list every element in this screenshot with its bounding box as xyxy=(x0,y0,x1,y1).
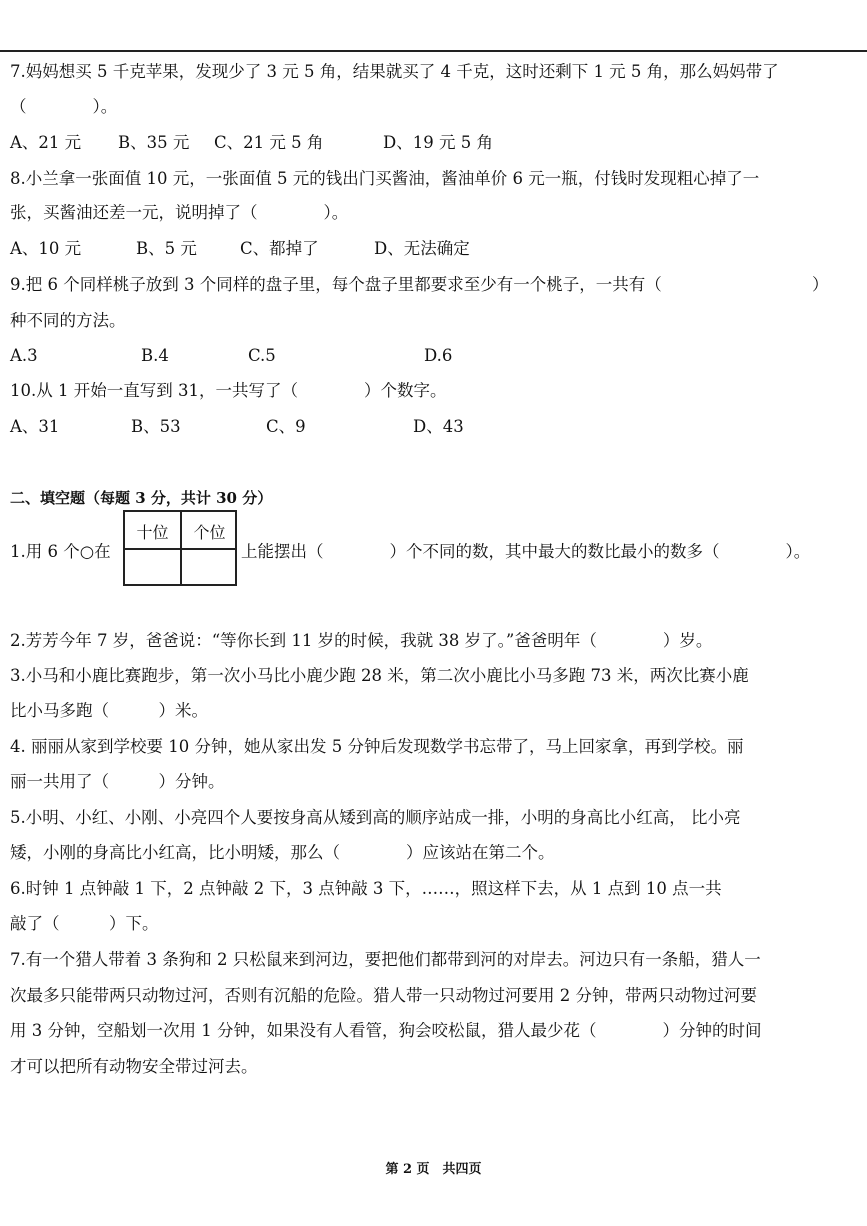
choice-q7-option-b: B、35 元 xyxy=(118,133,190,152)
choice-q7-option-a: A、21 元 xyxy=(10,133,82,152)
fill-q6-text-line1: 6.时钟 1 点钟敲 1 下，2 点钟敲 2 下，3 点钟敲 3 下，……，照这样下去，从 1 点到 10 点一共 xyxy=(10,879,722,898)
fill-q6-text-line2: 敲了（ ）下。 xyxy=(10,914,159,933)
choice-q9-close-paren: ） xyxy=(812,275,829,294)
choice-q8-text-line1: 8.小兰拿一张面值 10 元，一张面值 5 元的钱出门买酱油，酱油单价 6 元一瓶，付钱时发现粗心掉了一 xyxy=(10,169,760,188)
choice-q9-text-line2: 种不同的方法。 xyxy=(10,311,126,330)
choice-q10-text: 10.从 1 开始一直写到 31，一共写了（ ）个数字。 xyxy=(10,381,447,400)
choice-q9-option-b: B.4 xyxy=(141,346,169,365)
table-header-tens: 十位 xyxy=(136,523,169,542)
fill-q7-text-line4: 才可以把所有动物安全带过河去。 xyxy=(10,1057,258,1076)
fill-q7-text-line1: 7.有一个猎人带着 3 条狗和 2 只松鼠来到河边，要把他们都带到河的对岸去。河边只有一条船，猎人一 xyxy=(10,950,761,969)
fill-q3-text-line2: 比小马多跑（ ）米。 xyxy=(10,701,208,720)
fill-q7-text-line3: 用 3 分钟，空船划一次用 1 分钟，如果没有人看管，狗会咬松鼠，猎人最少花（ ）分钟的时间 xyxy=(10,1021,762,1040)
top-border-line xyxy=(0,50,867,52)
fill-q7-text-line2: 次最多只能带两只动物过河，否则有沉船的危险。猎人带一只动物过河要用 2 分钟，带两只动物过河要 xyxy=(10,986,757,1005)
fill-q4-text-line1: 4. 丽丽从家到学校要 10 分钟，她从家出发 5 分钟后发现数学书忘带了，马上回家拿，再到学校。丽 xyxy=(10,737,744,756)
choice-q9-text-line1: 9.把 6 个同样桃子放到 3 个同样的盘子里，每个盘子里都要求至少有一个桃子，一共有（ xyxy=(10,275,662,294)
fill-q1-text-before: 1.用 6 个○在 xyxy=(10,542,111,561)
choice-q10-option-b: B、53 xyxy=(131,417,181,436)
fill-q2-text: 2.芳芳今年 7 岁，爸爸说：“等你长到 11 岁的时候，我就 38 岁了。”爸爸明年（ ）岁。 xyxy=(10,631,713,650)
choice-q8-option-c: C、都掉了 xyxy=(240,239,319,258)
section-title-fill-in: 二、填空题（每题 3 分，共计 30 分） xyxy=(10,489,273,507)
choice-q7-option-d: D、19 元 5 角 xyxy=(383,133,493,152)
choice-q10-option-d: D、43 xyxy=(413,417,464,436)
fill-q5-text-line1: 5.小明、小红、小刚、小亮四个人要按身高从矮到高的顺序站成一排，小明的身高比小红高， 比小亮 xyxy=(10,808,741,827)
table-header-ones: 个位 xyxy=(193,523,226,542)
fill-q1-text-after: 上能摆出（ ）个不同的数，其中最大的数比最小的数多（ ）。 xyxy=(241,542,811,561)
choice-q10-option-c: C、9 xyxy=(266,417,306,436)
choice-q8-option-a: A、10 元 xyxy=(10,239,82,258)
choice-q7-text-line2: （ ）。 xyxy=(10,97,118,116)
choice-q10-option-a: A、31 xyxy=(10,417,60,436)
choice-q9-option-c: C.5 xyxy=(248,346,276,365)
page-footer: 第 2 页 共四页 xyxy=(385,1162,482,1177)
choice-q9-option-a: A.3 xyxy=(10,346,38,365)
table-divider-horizontal xyxy=(125,548,235,550)
place-value-table xyxy=(123,510,237,586)
fill-q3-text-line1: 3.小马和小鹿比赛跑步，第一次小马比小鹿少跑 28 米，第二次小鹿比小马多跑 73 米，两次比赛小鹿 xyxy=(10,666,749,685)
choice-q8-text-line2: 张，买酱油还差一元，说明掉了（ ）。 xyxy=(10,203,349,222)
choice-q8-option-b: B、5 元 xyxy=(136,239,197,258)
choice-q7-option-c: C、21 元 5 角 xyxy=(214,133,324,152)
choice-q9-option-d: D.6 xyxy=(424,346,453,365)
fill-q4-text-line2: 丽一共用了（ ）分钟。 xyxy=(10,772,225,791)
fill-q5-text-line2: 矮，小刚的身高比小红高，比小明矮，那么（ ）应该站在第二个。 xyxy=(10,843,555,862)
choice-q8-option-d: D、无法确定 xyxy=(374,239,470,258)
choice-q7-text-line1: 7.妈妈想买 5 千克苹果，发现少了 3 元 5 角，结果就买了 4 千克，这时还剩下 1 元 5 角，那么妈妈带了 xyxy=(10,62,779,81)
